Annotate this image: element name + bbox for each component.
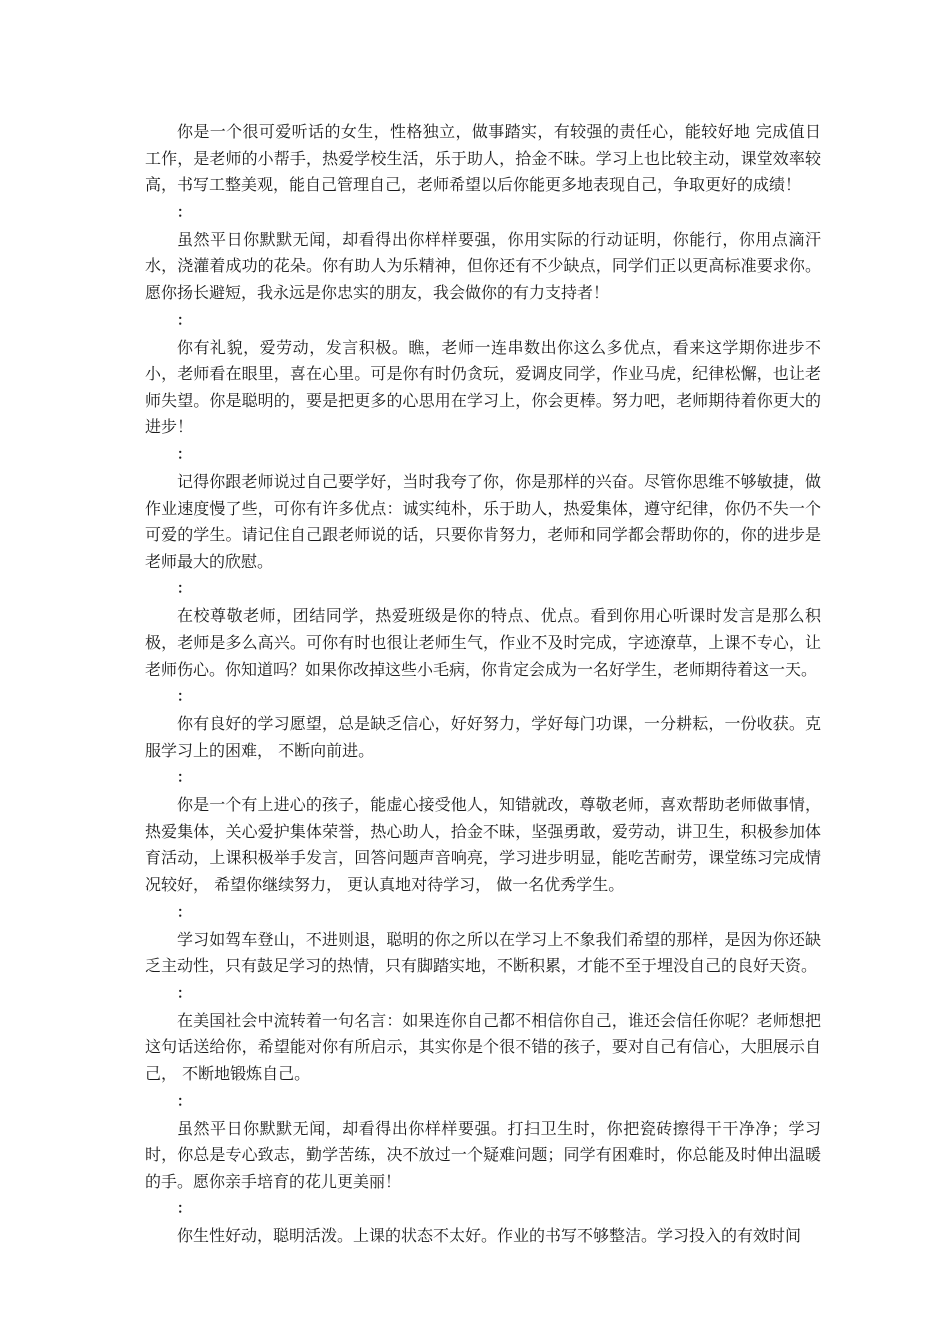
- comment-text: 你是一个有上进心的孩子，能虚心接受他人，知错就改，尊敬老师，喜欢帮助老师做事情，热爱集体，关心爱护集体荣誉，热心助人，拾金不昧，坚强勇敢，爱劳动，讲卫生，积极参加体育活动，上课积极举手发言，回答问题声音响亮，学习进步明显，能吃苦耐劳，课堂练习完成情况较好， 希望你继续努力， 更认真地对待学习， 做一名优秀学生。: [145, 795, 821, 895]
- separator-colon: ：: [177, 581, 191, 598]
- comment-text: 记得你跟老师说过自己要学好，当时我夸了你，你是那样的兴奋。尽管你思维不够敏捷，做作业速度慢了些，可你有许多优点：诚实纯朴，乐于助人，热爱集体，遵守纪律，你仍不失一个可爱的学生。请记住自己跟老师说的话，只要你肯努力，老师和同学都会帮助你的，你的进步是老师最大的欣慰。: [145, 471, 821, 571]
- separator-colon: ：: [177, 446, 191, 463]
- separator-colon: ：: [177, 204, 191, 221]
- comment-text: 虽然平日你默默无闻，却看得出你样样要强。打扫卫生时，你把瓷砖擦得干干净净；学习时，你总是专心致志，勤学苦练，决不放过一个疑难问题；同学有困难时，你总能及时伸出温暖的手。愿你亲手培育的花儿更美丽！: [145, 1118, 821, 1191]
- comment-text: 你是一个很可爱听话的女生，性格独立，做事踏实，有较强的责任心，能较好地 完成值日工作，是老师的小帮手，热爱学校生活，乐于助人，拾金不昧。学习上也比较主动，课堂效率较高，书写工整美观，能自己管理自己，老师希望以后你能更多地表现自己，争取更好的成绩！: [145, 122, 821, 195]
- comment-text: 你有礼貌，爱劳动，发言积极。瞧，老师一连串数出你这么多优点，看来这学期你进步不小，老师看在眼里，喜在心里。可是你有时仍贪玩，爱调皮同学，作业马虎，纪律松懈，也让老师失望。你是聪明的，要是把更多的心思用在学习上，你会更棒。努力吧，老师期待着你更大的进步！: [145, 337, 821, 437]
- separator-colon: ：: [177, 689, 191, 706]
- separator-colon: ：: [177, 985, 191, 1002]
- comment-entry-1: [145, 119, 821, 227]
- comment-text: 学习如驾车登山，不进则退，聪明的你之所以在学习上不象我们希望的那样，是因为你还缺乏主动性，只有鼓足学习的热情，只有脚踏实地，不断积累，才能不至于埋没自己的良好天资。: [145, 929, 821, 976]
- comment-text: 你有良好的学习愿望，总是缺乏信心，好好努力，学好每门功课，一分耕耘，一份收获。克服学习上的困难， 不断向前进。: [145, 714, 821, 760]
- separator-colon: ：: [177, 770, 191, 787]
- document-page: [145, 119, 821, 1250]
- comment-entry-6: [145, 711, 821, 792]
- separator-colon: ：: [177, 312, 191, 329]
- comment-entry-5: [145, 603, 821, 711]
- comment-entry-11: [145, 1223, 821, 1250]
- comment-text: 在美国社会中流转着一句名言：如果连你自己都不相信你自己，谁还会信任你呢？老师想把这句话送给你，希望能对你有所启示，其实你是个很不错的孩子，要对自己有信心，大胆展示自己， 不断地锻炼自己。: [145, 1010, 821, 1084]
- comment-entry-9: [145, 1008, 821, 1116]
- comment-text: 在校尊敬老师，团结同学，热爱班级是你的特点、优点。看到你用心听课时发言是那么积极，老师是多么高兴。可你有时也很让老师生气，作业不及时完成，字迹潦草，上课不专心，让老师伤心。你知道吗？如果你改掉这些小毛病，你肯定会成为一名好学生，老师期待着这一天。: [145, 606, 821, 679]
- comment-entry-10: [145, 1116, 821, 1224]
- comment-text: 虽然平日你默默无闻，却看得出你样样要强，你用实际的行动证明，你能行，你用点滴汗水，浇灌着成功的花朵。你有助人为乐精神，但你还有不少缺点，同学们正以更高标准要求你。 愿你扬长避短，我永远是你忠实的朋友，我会做你的有力支持者！: [145, 229, 821, 302]
- separator-colon: ：: [177, 904, 191, 921]
- comment-entry-4: [145, 469, 821, 603]
- comment-entry-7: [145, 792, 821, 926]
- comment-entry-2: [145, 227, 821, 335]
- comment-entry-3: [145, 335, 821, 469]
- comment-entry-8: [145, 927, 821, 1008]
- separator-colon: ：: [177, 1201, 191, 1218]
- separator-colon: ：: [177, 1093, 191, 1110]
- comment-text: 你生性好动，聪明活泼。上课的状态不太好。作业的书写不够整洁。学习投入的有效时间: [177, 1226, 802, 1246]
